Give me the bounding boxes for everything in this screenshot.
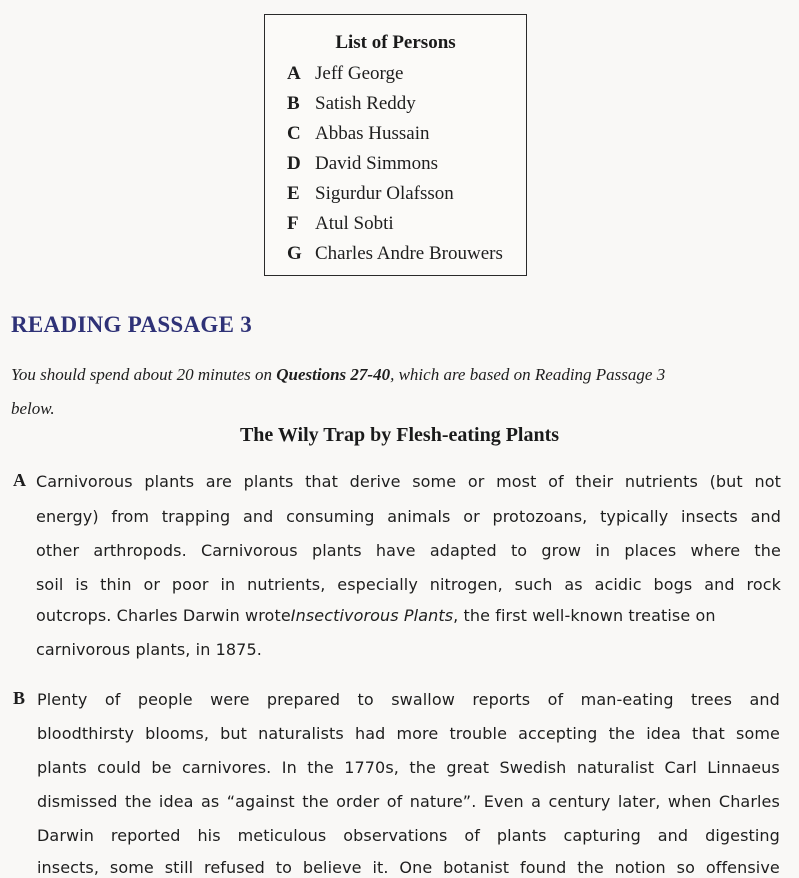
instructions-line2: below. [11, 399, 55, 418]
paragraph-b-letter: B [13, 688, 26, 708]
person-item [287, 152, 438, 176]
paragraph-a-letter: A [13, 470, 26, 490]
person-letter: B [287, 93, 300, 114]
paragraph-b-line: plants could be carnivores. In the 1770s, the great Swedish naturalist Carl Linnaeus [37, 758, 780, 777]
person-letter: A [287, 63, 301, 84]
instructions-post: , which are based on Reading Passage 3 [390, 365, 666, 384]
person-letter: F [287, 213, 299, 234]
paragraph-b-line: dismissed the idea as “against the order of nature”. Even a century later, when Charles [37, 792, 780, 811]
paragraph-a-line5-pre: outcrops. Charles Darwin wrote [36, 606, 291, 625]
person-letter: E [287, 183, 300, 204]
paragraph-a-line: Carnivorous plants are plants that derive some or most of their nutrients (but not [36, 472, 781, 491]
instructions [11, 358, 791, 426]
paragraph-b-line: insects, some still refused to believe it. One botanist found the notion so offensive [37, 858, 780, 877]
article-title: The Wily Trap by Flesh-eating Plants [239, 424, 560, 446]
persons-list-box [264, 14, 527, 276]
paragraph-b-line: bloodthirsty blooms, but naturalists had more trouble accepting the idea that some [37, 724, 780, 743]
paragraph-a-line: energy) from trapping and consuming animals or protozoans, typically insects and [36, 507, 781, 526]
person-name: Abbas Hussain [315, 123, 430, 144]
person-name: Jeff George [315, 63, 404, 84]
person-item [287, 62, 403, 86]
paragraph-b-line: Darwin reported his meticulous observations of plants capturing and digesting [37, 826, 780, 845]
paragraph-b-line: Plenty of people were prepared to swallow reports of man-eating trees and [37, 690, 780, 709]
person-item [287, 122, 430, 146]
paragraph-a-line: soil is thin or poor in nutrients, especially nitrogen, such as acidic bogs and rock [36, 575, 781, 594]
paragraph-a-line5-post: , the first well-known treatise on [453, 606, 716, 625]
persons-list-title: List of Persons [335, 32, 456, 53]
person-letter: G [287, 243, 302, 264]
paragraph-a-line: other arthropods. Carnivorous plants have adapted to grow in places where the [36, 541, 781, 560]
instructions-questions: Questions 27-40 [276, 365, 391, 384]
person-name: Sigurdur Olafsson [315, 183, 454, 204]
person-name: David Simmons [315, 153, 438, 174]
instructions-pre: You should spend about 20 minutes on [11, 365, 277, 384]
person-letter: C [287, 123, 301, 144]
person-name: Atul Sobti [315, 213, 394, 234]
person-name: Satish Reddy [315, 93, 416, 114]
person-item [287, 182, 454, 206]
person-item [287, 212, 394, 236]
person-item [287, 92, 416, 116]
book-title: Insectivorous Plants [290, 606, 454, 625]
person-letter: D [287, 153, 301, 174]
paragraph-a-line: carnivorous plants, in 1875. [36, 640, 262, 659]
paragraph-a-line [36, 606, 716, 625]
passage-heading: READING PASSAGE 3 [11, 312, 253, 337]
person-item [287, 242, 503, 266]
person-name: Charles Andre Brouwers [315, 243, 503, 264]
